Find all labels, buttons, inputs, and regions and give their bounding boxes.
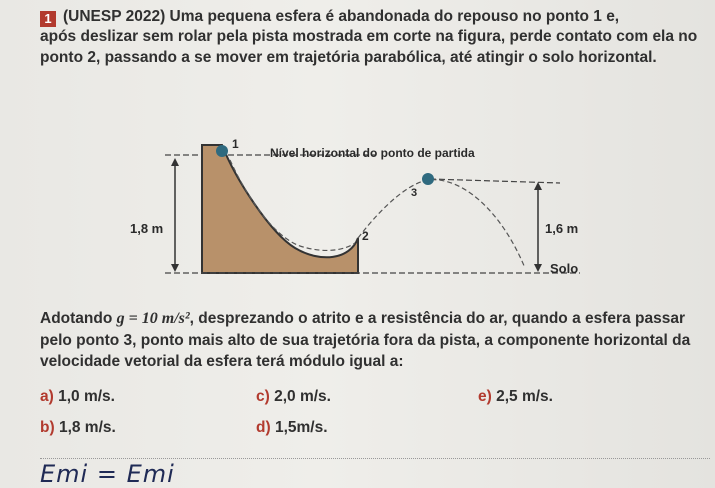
- option-d[interactable]: [256, 419, 328, 437]
- option-c[interactable]: [256, 388, 331, 406]
- option-a[interactable]: [40, 388, 115, 406]
- question-intro-text: [40, 27, 700, 68]
- statement-prefix: Adotando: [40, 310, 117, 327]
- label-point2: 2: [362, 229, 369, 243]
- label-point3: 3: [411, 187, 418, 199]
- parabola-path: [358, 180, 525, 268]
- label-point1: 1: [232, 137, 239, 151]
- label-height-right: 1,6 m: [545, 221, 579, 236]
- option-text: 1,8 m/s.: [58, 419, 116, 436]
- option-letter: d): [256, 419, 271, 436]
- option-text: 1,0 m/s.: [58, 388, 115, 405]
- track-figure: [130, 137, 610, 288]
- question-intro-rest: após deslizar sem rolar pela pista mostrada em corte na figura, perde contato com ela no ponto 2, passando a se mover em trajetória parabólica, até atingir o solo horizontal.: [40, 28, 698, 66]
- option-text: 2,5 m/s.: [496, 388, 553, 405]
- handwritten-note: Emi = Emi: [40, 460, 175, 488]
- option-letter: e): [478, 388, 492, 405]
- question-statement: [40, 308, 705, 373]
- option-text: 2,0 m/s.: [274, 388, 331, 405]
- label-level: Nível horizontal do ponto de partida: [270, 146, 475, 160]
- ball-point1: [216, 145, 228, 157]
- statement-suffix: , desprezando o atrito e a resistência do ar, quando a esfera passar pelo ponto 3, ponto mais alto de sua trajetória fora da pista, a componente horizontal da velocidade vetorial da esfera terá módulo igual a:: [40, 310, 691, 370]
- ball-point3: [422, 173, 434, 185]
- option-e[interactable]: [478, 388, 553, 406]
- option-letter: a): [40, 388, 54, 405]
- option-letter: c): [256, 388, 270, 405]
- question-intro-line1: (UNESP 2022) Uma pequena esfera é abandonada do repouso no ponto 1 e,: [63, 8, 620, 25]
- label-ground: Solo: [550, 261, 579, 276]
- option-b[interactable]: [40, 419, 116, 437]
- question-number: 1: [40, 11, 56, 27]
- gravity-formula: g = 10 m/s²: [116, 310, 190, 327]
- label-height-left: 1,8 m: [130, 221, 164, 236]
- track-shape: [202, 145, 358, 273]
- option-text: 1,5m/s.: [274, 419, 328, 436]
- notebook-line: [40, 458, 710, 459]
- option-letter: b): [40, 419, 55, 436]
